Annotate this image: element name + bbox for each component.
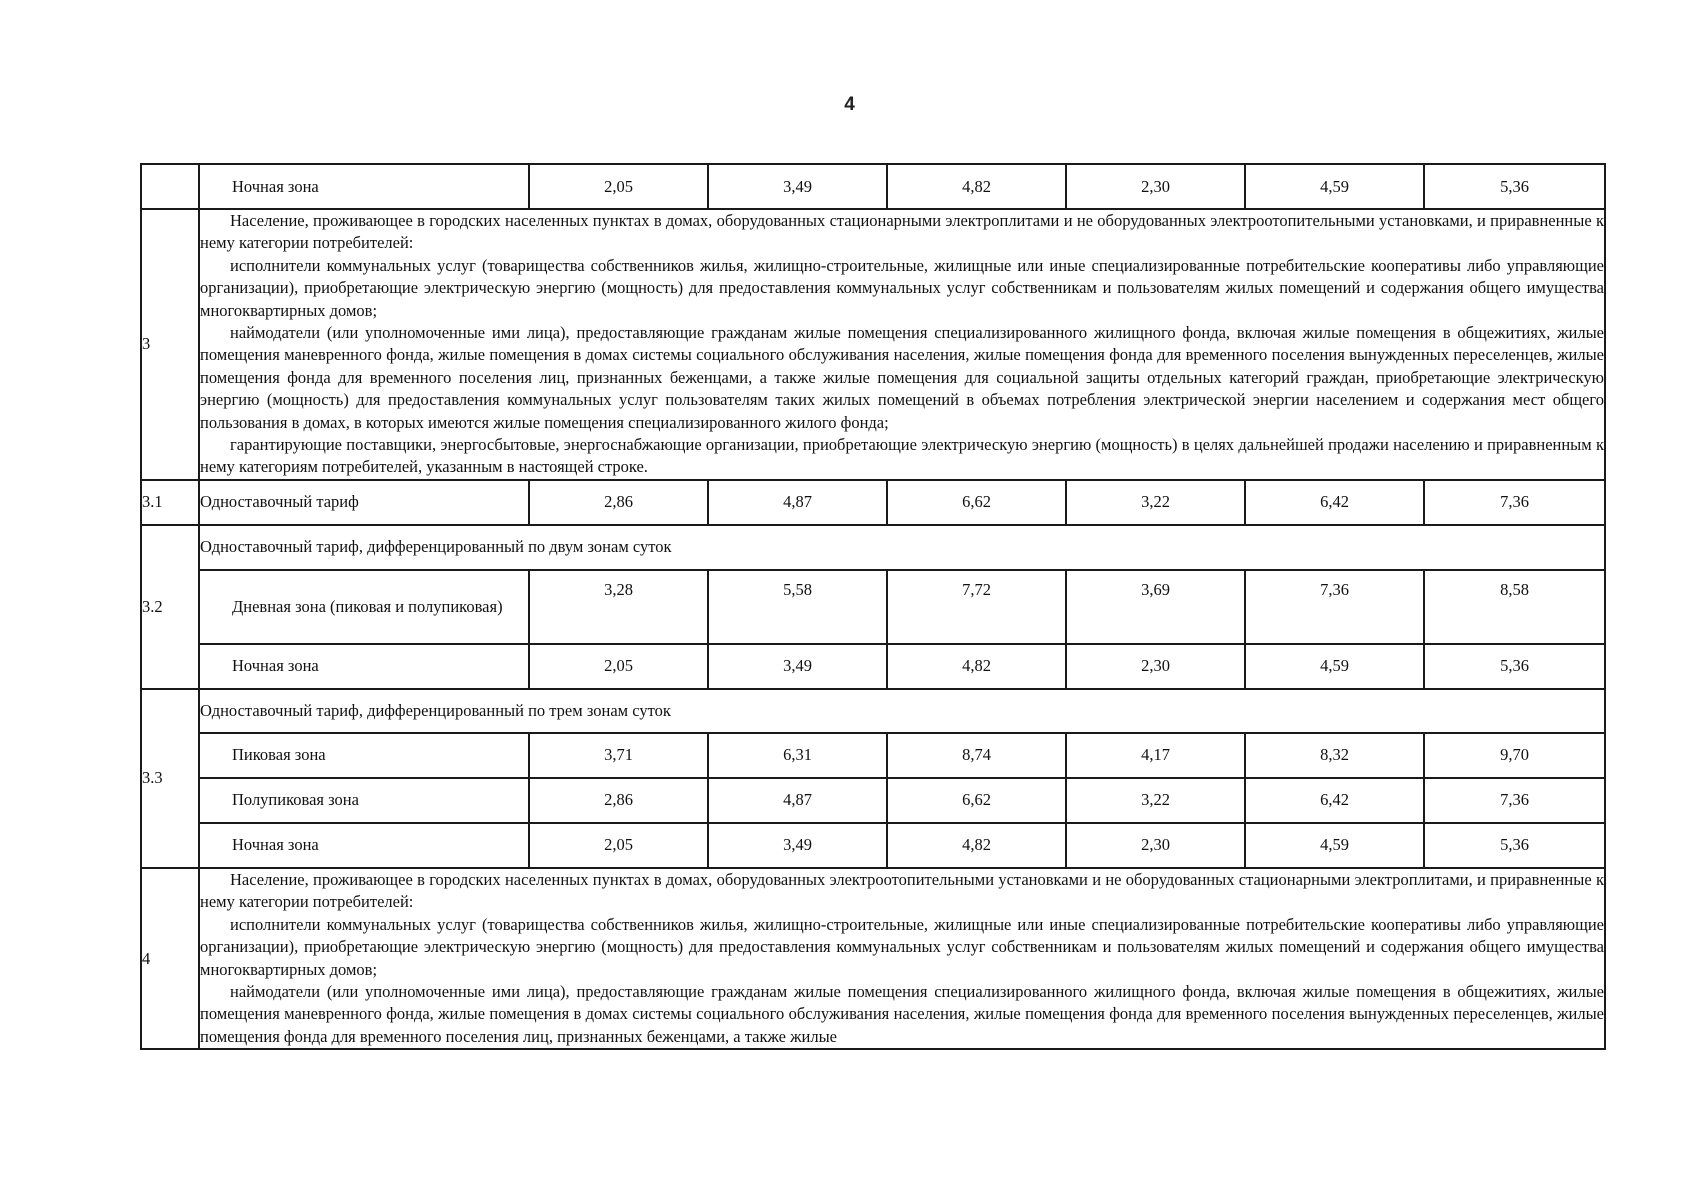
row-label [199, 570, 529, 644]
tariff-value: 3,22 [1066, 778, 1245, 823]
section-description [199, 868, 1605, 1049]
section-description-row [141, 209, 1605, 480]
tariff-value: 4,82 [887, 644, 1066, 689]
tariff-value: 5,36 [1424, 164, 1605, 209]
tariff-value: 4,59 [1245, 823, 1424, 868]
row-label: Пиковая зона [199, 733, 529, 778]
tariff-value: 2,30 [1066, 823, 1245, 868]
tariff-value: 5,36 [1424, 823, 1605, 868]
row-label: Ночная зона [199, 644, 529, 689]
description-paragraph: Население, проживающее в городских населенных пунктах в домах, оборудованных стационарными электроплитами и не оборудованных электроотопительными установками, и приравненные к нему категории потребителей: [200, 211, 1604, 253]
tariff-value: 8,58 [1424, 570, 1605, 644]
section-description-row [141, 868, 1605, 1049]
tariff-value: 2,30 [1066, 164, 1245, 209]
table-row [141, 570, 1605, 644]
row-number: 3.3 [141, 689, 199, 868]
row-number-cell [141, 164, 199, 209]
tariff-value: 6,31 [708, 733, 887, 778]
tariff-value: 2,86 [529, 778, 708, 823]
table-row [141, 525, 1605, 570]
tariff-value: 6,42 [1245, 480, 1424, 525]
description-paragraph: исполнители коммунальных услуг (товарищества собственников жилья, жилищно-строительные, жилищные или иные специализированные потребительские кооперативы либо управляющие организации), приобретающие электрическую энергию (мощность) для предоставления коммунальных услуг собственникам и пользователям жилых помещений и содержания общего имущества многоквартирных домов; [200, 914, 1604, 979]
row-label: Полупиковая зона [199, 778, 529, 823]
tariff-value: 2,05 [529, 644, 708, 689]
tariff-value: 7,36 [1245, 570, 1424, 644]
row-label: Одноставочный тариф, дифференцированный по двум зонам суток [199, 525, 1605, 570]
table-row [141, 644, 1605, 689]
tariff-value: 8,74 [887, 733, 1066, 778]
tariff-value: 6,42 [1245, 778, 1424, 823]
section-description [199, 209, 1605, 480]
tariff-value: 3,22 [1066, 480, 1245, 525]
row-number: 4 [141, 868, 199, 1049]
tariff-value: 2,05 [529, 164, 708, 209]
tariff-value: 5,58 [708, 570, 887, 644]
description-paragraph: исполнители коммунальных услуг (товарищества собственников жилья, жилищно-строительные, жилищные или иные специализированные потребительские кооперативы либо управляющие организации), приобретающие электрическую энергию (мощность) для предоставления коммунальных услуг собственникам и пользователям жилых помещений и содержания общего имущества многоквартирных домов; [200, 255, 1604, 320]
row-label-text: Дневная зона (пиковая и полупиковая) [232, 596, 503, 616]
tariff-value: 3,49 [708, 823, 887, 868]
tariff-value: 8,32 [1245, 733, 1424, 778]
tariff-value: 4,87 [708, 480, 887, 525]
table-row [141, 733, 1605, 778]
row-label: Ночная зона [199, 823, 529, 868]
row-label: Ночная зона [199, 164, 529, 209]
tariff-value: 2,05 [529, 823, 708, 868]
tariff-value: 6,62 [887, 778, 1066, 823]
tariff-value: 3,49 [708, 644, 887, 689]
description-paragraph: наймодатели (или уполномоченные ими лица), предоставляющие гражданам жилые помещения специализированного жилищного фонда, включая жилые помещения в общежитиях, жилые помещения маневренного фонда, жилые помещения в домах системы социального обслуживания населения, жилые помещения фонда для временного поселения вынужденных переселенцев, жилые помещения фонда для временного поселения лиц, признанных беженцами, а также жилые [200, 981, 1604, 1046]
description-paragraph: Население, проживающее в городских населенных пунктах в домах, оборудованных электроотопительными установками и не оборудованных стационарными электроплитами, и приравненные к нему категории потребителей: [200, 869, 1604, 912]
tariff-table [140, 163, 1606, 1050]
tariff-value: 6,62 [887, 480, 1066, 525]
tariff-value: 4,82 [887, 823, 1066, 868]
tariff-value: 4,59 [1245, 164, 1424, 209]
tariff-value: 2,86 [529, 480, 708, 525]
row-label: Одноставочный тариф, дифференцированный по трем зонам суток [199, 689, 1605, 733]
table-row [141, 689, 1605, 733]
tariff-value: 7,36 [1424, 778, 1605, 823]
tariff-value: 7,72 [887, 570, 1066, 644]
tariff-value: 2,30 [1066, 644, 1245, 689]
tariff-value: 3,69 [1066, 570, 1245, 644]
tariff-value: 7,36 [1424, 480, 1605, 525]
page-number: 4 [844, 94, 855, 115]
tariff-value: 5,36 [1424, 644, 1605, 689]
row-number: 3.1 [141, 480, 199, 525]
tariff-value: 4,82 [887, 164, 1066, 209]
tariff-value: 3,49 [708, 164, 887, 209]
row-number: 3.2 [141, 525, 199, 689]
description-paragraph: наймодатели (или уполномоченные ими лица), предоставляющие гражданам жилые помещения специализированного жилищного фонда, включая жилые помещения в общежитиях, жилые помещения маневренного фонда, жилые помещения в домах системы социального обслуживания населения, жилые помещения фонда для временного поселения вынужденных переселенцев, жилые помещения фонда для временного поселения лиц, признанных беженцами, а также жилые помещения для социальной защиты отдельных категорий граждан, приобретающие электрическую энергию (мощность) для предоставления коммунальных услуг пользователям таких жилых помещений в объемах потребления электрической энергии населением и содержания мест общего пользования в домах, в которых имеются жилые помещения специализированного жилого фонда; [200, 323, 1604, 432]
tariff-value: 9,70 [1424, 733, 1605, 778]
tariff-value: 3,71 [529, 733, 708, 778]
tariff-value: 4,59 [1245, 644, 1424, 689]
tariff-value: 4,87 [708, 778, 887, 823]
tariff-value: 3,28 [529, 570, 708, 644]
table-row [141, 823, 1605, 868]
tariff-value: 4,17 [1066, 733, 1245, 778]
row-label: Одноставочный тариф [199, 480, 529, 525]
table-row [141, 164, 1605, 209]
description-paragraph: гарантирующие поставщики, энергосбытовые, энергоснабжающие организации, приобретающие электрическую энергию (мощность) в целях дальнейшей продажи населению и приравненным к нему категориям потребителей, указанным в настоящей строке. [200, 435, 1604, 477]
table-row [141, 480, 1605, 525]
table-row [141, 778, 1605, 823]
row-number: 3 [141, 209, 199, 480]
